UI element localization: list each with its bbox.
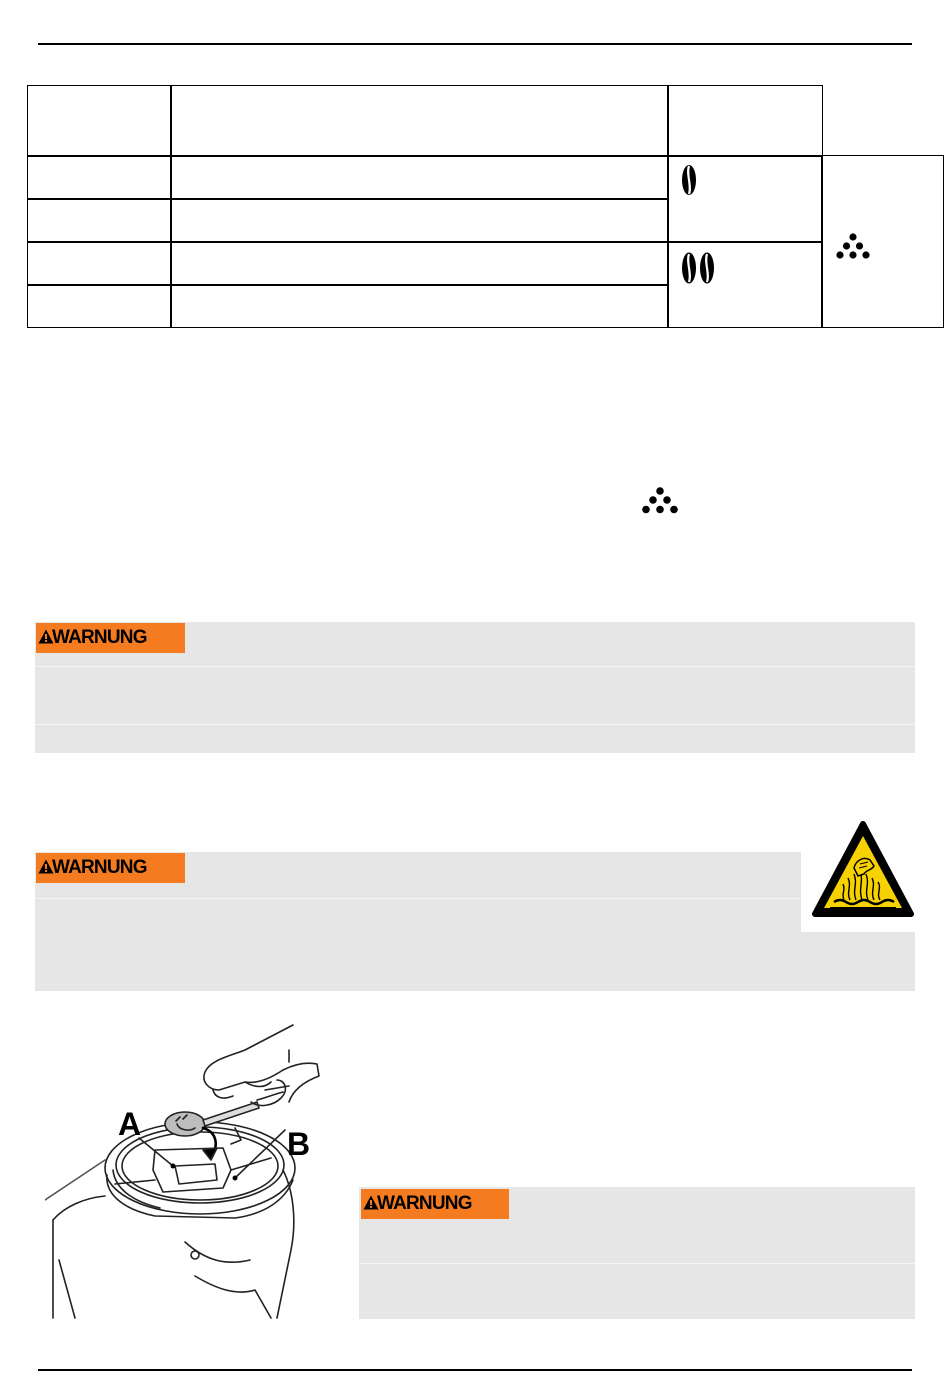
warning-triangle-icon: [38, 629, 54, 644]
table-header-cell: [170, 85, 669, 157]
table-row: [27, 241, 172, 286]
divider: [35, 898, 801, 899]
warning-label: WARNUNG: [377, 1193, 472, 1214]
table-header-cell: [667, 85, 823, 157]
figure-label-a: A: [118, 1106, 142, 1142]
ground-coffee-icon: [836, 233, 870, 261]
divider: [35, 666, 915, 667]
table-row: [27, 198, 172, 243]
bottom-rule: [38, 1369, 912, 1371]
warning-badge: [36, 853, 185, 883]
table-row: [27, 284, 172, 328]
double-bean-icon: [680, 251, 716, 285]
table-row: [170, 198, 669, 243]
divider: [35, 724, 915, 725]
warning-label: WARNUNG: [52, 627, 147, 648]
table-row: [27, 155, 172, 200]
warning-box: [35, 932, 915, 991]
warning-triangle-icon: [363, 1195, 379, 1210]
warning-triangle-icon: [38, 859, 54, 874]
table-header-cell: [27, 85, 172, 157]
warning-badge: [36, 623, 185, 653]
ground-coffee-icon: [642, 487, 678, 515]
hot-surface-warning-icon: [810, 818, 916, 924]
top-rule: [38, 43, 912, 45]
table-row: [170, 241, 669, 286]
table-row: [170, 155, 669, 200]
grounds-funnel-illustration: [45, 1020, 330, 1320]
figure-label-b: B: [287, 1126, 311, 1162]
single-bean-icon: [680, 164, 698, 196]
divider: [359, 1263, 915, 1264]
warning-badge: [361, 1189, 509, 1219]
table-row: [170, 284, 669, 328]
warning-label: WARNUNG: [52, 857, 147, 878]
